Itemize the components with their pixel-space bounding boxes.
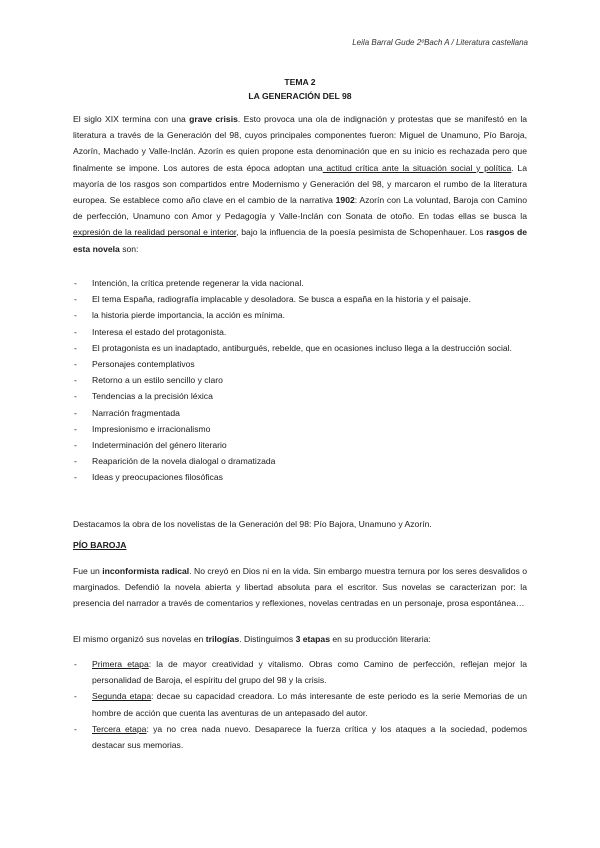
page-header: Leila Barral Gude 2ºBach A / Literatura castellana — [352, 38, 528, 47]
list-item: - Narración fragmentada — [73, 405, 527, 421]
rasgos-list — [73, 275, 527, 486]
list-item: - Impresionismo e irracionalismo — [73, 421, 527, 437]
page-subtitle: LA GENERACIÓN DEL 98 — [248, 91, 352, 101]
intro-paragraph: El siglo XIX termina con una grave crisis. Esto provoca una ola de indignación y protestas que se manifestó en la literatura a través de la Generación del 98, cuyos principales componentes fueron: Miguel de Unamuno, Pío Baroja, Azorín, Machado y Valle-Inclán. Azorín es quien propone esta denominación que en su inicio es rechazada pero que finalmente se impone. Los autores de esta época adoptan una actitud crítica ante la situación social y política. La mayoría de los rasgos son compartidos entre Modernismo y Generación del 98, y marcaron el rumbo de la literatura europea. Se establece como año clave en el cambio de la narrativa 1902: Azorín con La voluntad, Baroja con Camino de perfección, Unamuno con Amor y Pedagogía y Valle-Inclán con Sonata de otoño. En todas ellas se busca la expresión de la realidad personal e interior, bajo la influencia de la poesía pesimista de Schopenhauer. Los rasgos de esta novela son: — [73, 114, 528, 254]
list-item: - Tercera etapa: ya no crea nada nuevo. Desaparece la fuerza crítica y los ataques a la sociedad, podemos destacar sus memorias. — [73, 721, 527, 753]
destacamos-paragraph: Destacamos la obra de los novelistas de la Generación del 98: Pío Bajora, Unamuno y Azorín. — [73, 519, 432, 529]
list-item: - Personajes contemplativos — [73, 356, 527, 372]
list-item: - Segunda etapa: decae su capacidad creadora. Lo más interesante de este periodo es la serie Memorias de un hombre de acción que cuenta las aventuras de un antepasado del autor. — [73, 688, 527, 720]
bold-year: 1902 — [335, 195, 355, 206]
etapas-list — [73, 656, 527, 753]
list-item: - Tendencias a la precisión léxica — [73, 388, 527, 404]
list-item: - Interesa el estado del protagonista. — [73, 324, 527, 340]
section-heading-baroja: PÍO BAROJA — [73, 540, 127, 550]
bold-phrase: rasgos de esta novela — [73, 227, 528, 254]
list-item: - la historia pierde importancia, la acción es mínima. — [73, 307, 527, 323]
etapa-label: Segunda etapa — [92, 691, 152, 702]
list-item: - Intención, la crítica pretende regenerar la vida nacional. — [73, 275, 527, 291]
list-item: - Retorno a un estilo sencillo y claro — [73, 372, 527, 388]
bold-phrase: trilogías — [205, 634, 240, 644]
etapas-intro-paragraph: El mismo organizó sus novelas en trilogías. Distinguimos 3 etapas en su producción literaria: — [73, 634, 431, 644]
list-item: - Reaparición de la novela dialogal o dramatizada — [73, 453, 527, 469]
list-item: - El tema España, radiografía implacable y desoladora. Se busca a españa en la historia y el paisaje. — [73, 291, 527, 307]
bold-phrase: grave crisis — [189, 114, 238, 124]
baroja-paragraph: Fue un inconformista radical. No creyó en Dios ni en la vida. Sin embargo muestra ternura por los seres desvalidos o marginados. Defendió la novela abierta y libertad absoluta para el escritor. Sus novelas se caracterizan por: la presencia del narrador a través de comentarios y reflexiones, novelas centradas en un personaje, prosa espontánea… — [73, 566, 527, 609]
list-item: - Ideas y preocupaciones filosóficas — [73, 469, 527, 485]
underlined-phrase: expresión de la realidad personal e interior — [73, 227, 237, 238]
list-item: - Indeterminación del género literario — [73, 437, 527, 453]
bold-phrase: inconformista radical — [102, 566, 190, 576]
bold-phrase: 3 etapas — [295, 634, 330, 644]
etapa-label: Primera etapa — [92, 659, 149, 669]
list-item: - Primera etapa: la de mayor creatividad y vitalismo. Obras como Camino de perfección, reflejan mejor la personalidad de Baroja, el espíritu del grupo del 98 y la crisis. — [73, 656, 527, 688]
underlined-phrase: actitud crítica ante la situación social y política — [322, 162, 512, 173]
list-item: - El protagonista es un inadaptado, antiburgués, rebelde, que en ocasiones incluso llega a la destrucción social. — [73, 340, 527, 356]
etapa-label: Tercera etapa — [92, 723, 147, 734]
page-title: TEMA 2 — [284, 77, 316, 87]
